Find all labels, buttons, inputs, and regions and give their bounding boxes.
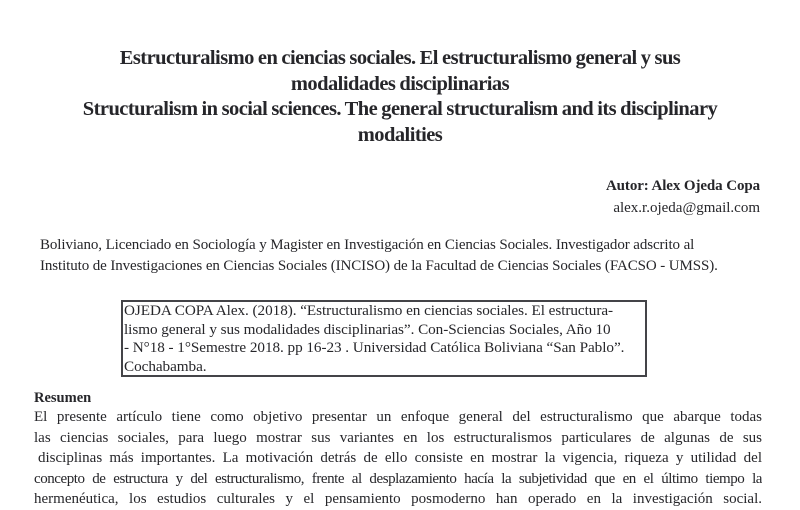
citation-box — [121, 300, 647, 377]
abstract-line: disciplinas más importantes. La motivación detrás de ello consiste en mostrar la vigencia, riqueza y utilidad del — [38, 450, 762, 467]
author-bio — [40, 235, 762, 277]
title-spanish-line-2: modalidades disciplinarias — [290, 72, 510, 95]
title-spanish-line-1: Estructuralismo en ciencias sociales. El estructuralismo general y sus — [119, 47, 681, 69]
citation-line: Cochabamba. — [124, 357, 207, 375]
author-email-link[interactable]: alex.r.ojeda@gmail.com — [613, 200, 760, 216]
author-info — [606, 175, 760, 219]
title-english-line-2: modalities — [357, 123, 443, 146]
citation-line: OJEDA COPA Alex. (2018). “Estructuralismo en ciencias sociales. El estructura- — [124, 302, 614, 319]
abstract-line: concepto de estructura y del estructuralismo, frente al desplazamiento hacía la subjetividad que en el último tiempo la — [34, 470, 762, 487]
bio-line: Instituto de Investigaciones en Ciencias Sociales (INCISO) de la Facultad de Ciencias Sociales (FACSO - UMSS). — [40, 258, 718, 274]
author-name: Autor: Alex Ojeda Copa — [605, 178, 760, 194]
abstract-line: las ciencias sociales, para luego mostrar sus variantes en los estructuralismos particulares de algunas de sus — [34, 429, 762, 446]
abstract-heading: Resumen — [34, 390, 92, 406]
abstract-section — [34, 390, 762, 510]
citation-line: - N°18 - 1°Semestre 2018. pp 16-23 . Universidad Católica Boliviana “San Pablo”. — [124, 339, 625, 356]
abstract-line: El presente artículo tiene como objetivo presentar un enfoque general del estructuralismo que abarque todas — [34, 409, 762, 425]
title-english-line-1: Structuralism in social sciences. The general structuralism and its disciplinary — [82, 98, 718, 120]
article-title — [30, 46, 770, 148]
abstract-body — [34, 407, 762, 510]
abstract-line: hermenéutica, los estudios culturales y el pensamiento posmoderno han operado en la investigación social. — [34, 491, 762, 508]
bio-line: Boliviano, Licenciado en Sociología y Magister en Investigación en Ciencias Sociales. Investigador adscrito al — [40, 237, 695, 253]
citation-line: lismo general y sus modalidades disciplinarias”. Con-Sciencias Sociales, Año 10 — [124, 320, 611, 338]
